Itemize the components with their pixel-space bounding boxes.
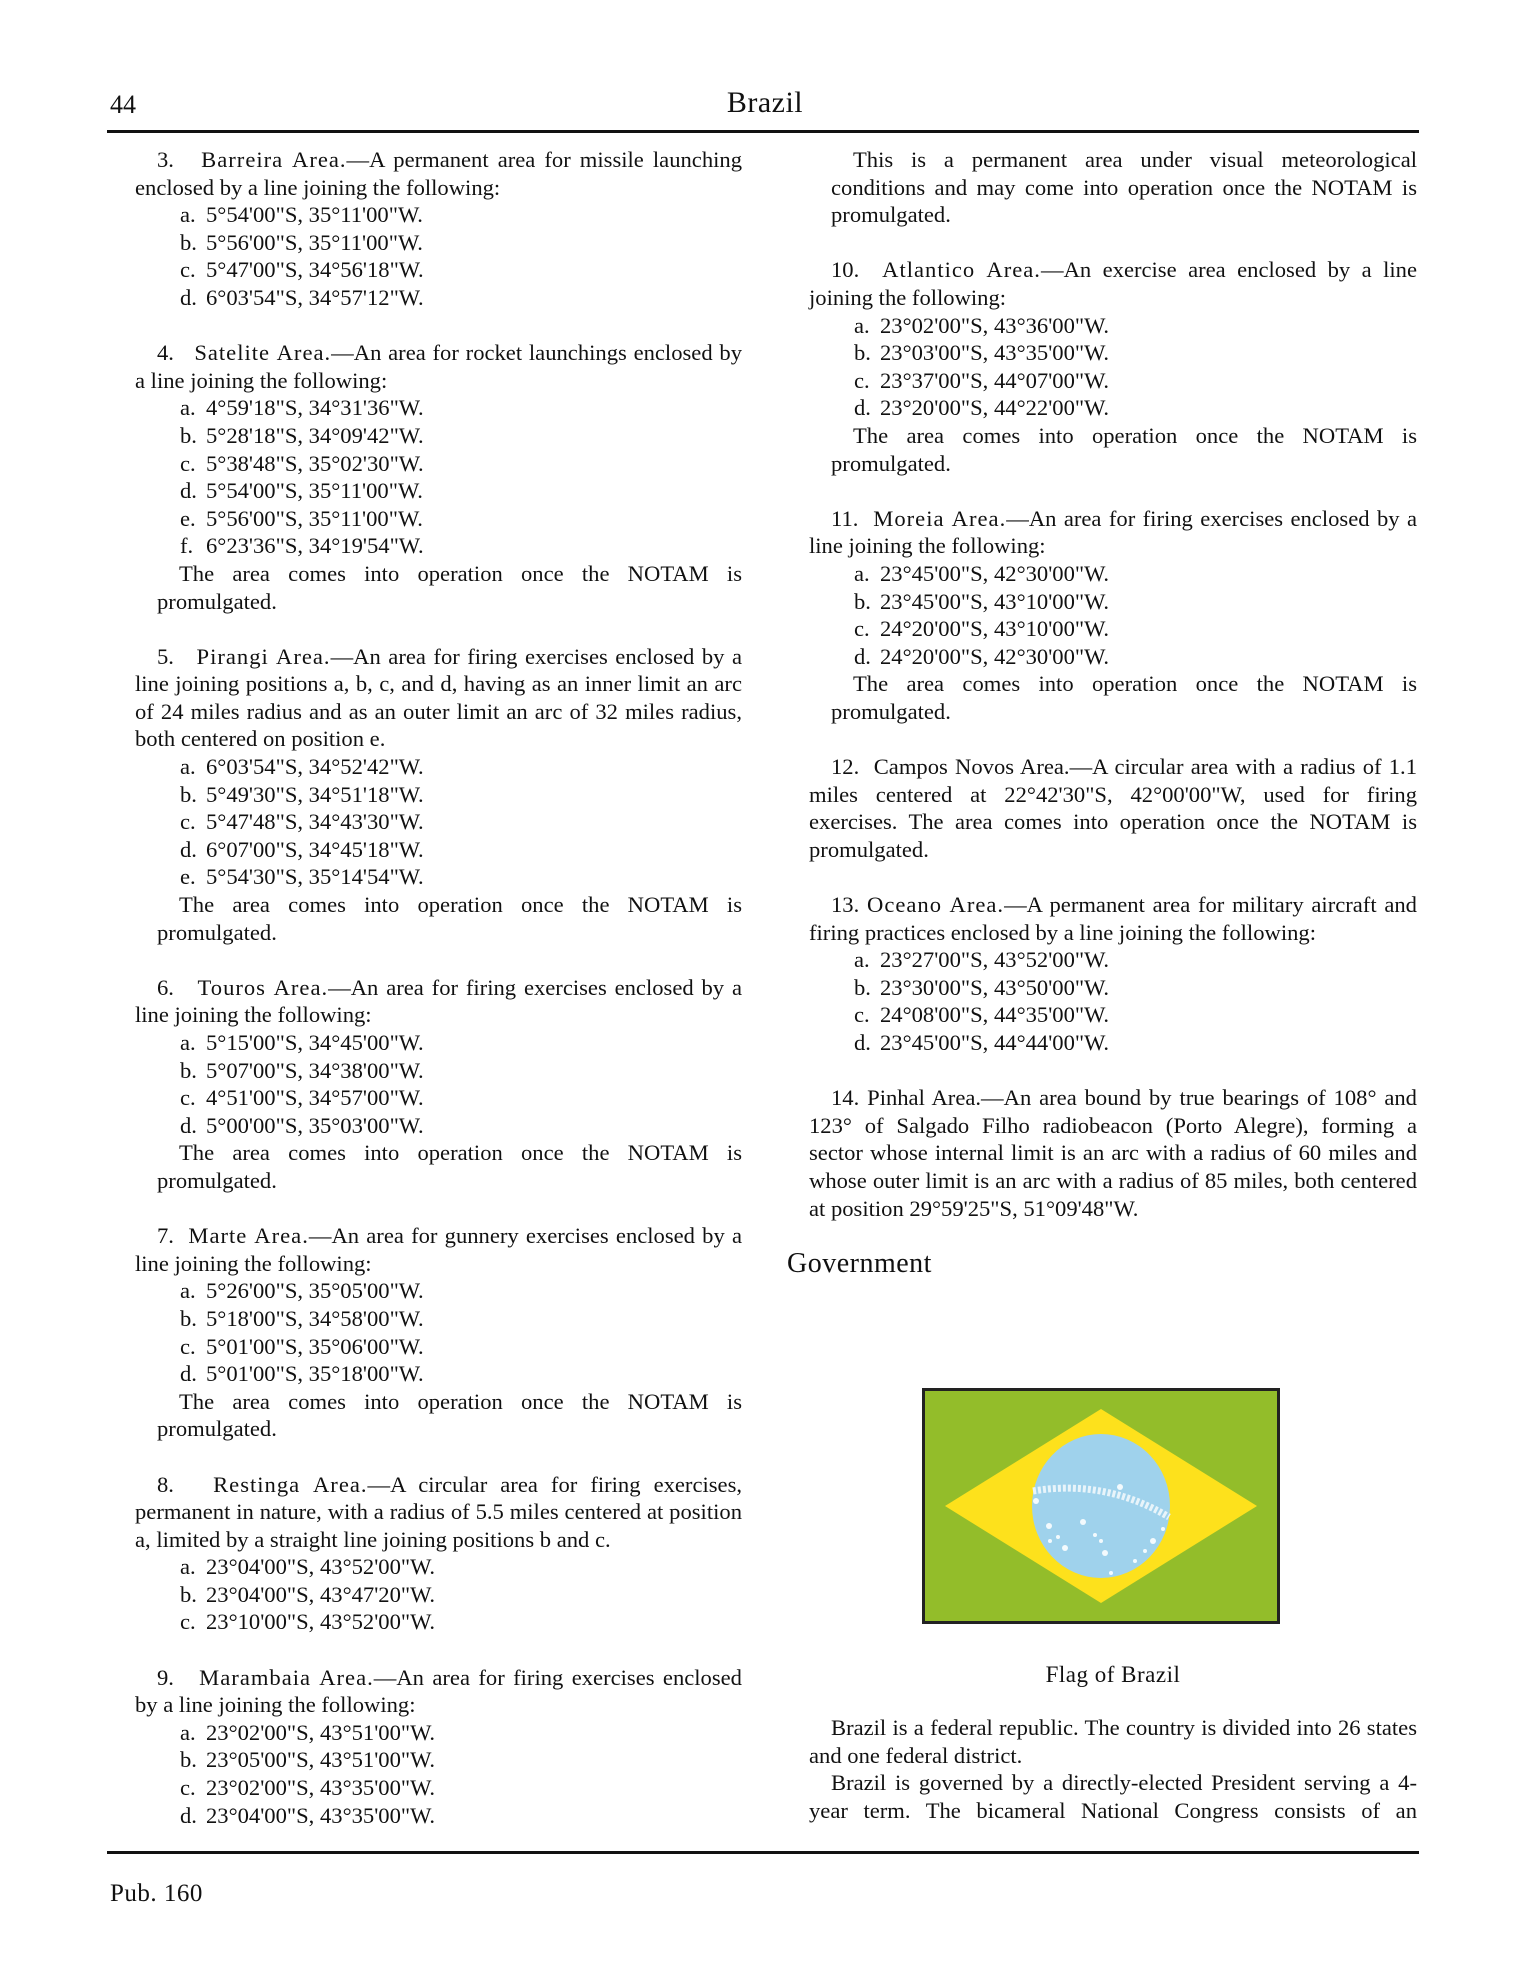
section-text: 4. Satelite Area.—An area for rocket launchings enclosed by a line joining the following: [135,340,742,393]
coordinate-item: a. 23°27'00"S, 43°52'00"W. [854,947,1109,973]
coordinate-list [135,753,742,891]
coordinate-item: d. 6°03'54"S, 34°57'12"W. [180,284,424,310]
coordinate-item: b. 23°04'00"S, 43°47'20"W. [180,1581,435,1607]
section-touros [135,974,742,1195]
coordinate-item: a. 5°54'00"S, 35°11'00"W. [180,202,423,228]
section-text: 5. Pirangi Area.—An area for firing exercises enclosed by a line joining positions a, b, c, and d, having as an inner limit an arc of 24 miles radius and as an outer limit an arc of 32 miles radius, both centered on position e. [135,643,742,752]
coordinate-item: c. 5°01'00"S, 35°06'00"W. [180,1333,424,1359]
coordinate-item: a. 4°59'18"S, 34°31'36"W. [180,395,424,421]
coordinate-item: a. 23°45'00"S, 42°30'00"W. [854,560,1109,586]
coordinate-item: c. 5°47'48"S, 34°43'30"W. [180,809,424,835]
section-campos-novos [809,753,1417,863]
coordinate-item: c. 23°37'00"S, 44°07'00"W. [854,367,1109,393]
coordinate-list [135,1719,742,1829]
government-paragraph: Brazil is a federal republic. The country is divided into 26 states and one federal district. [809,1715,1417,1768]
continuation-text: This is a permanent area under visual meteorological conditions and may come into operation once the NOTAM is promulgated. [831,147,1417,228]
government-text [809,1714,1417,1824]
area-name: Restinga Area. [213,1471,368,1497]
right-column [787,146,1417,1279]
notam-note: The area comes into operation once the NOTAM is promulgated. [157,1388,742,1442]
flag-caption: Flag of Brazil [1045,1662,1181,1687]
section-text: 6. Touros Area.—An area for firing exercises enclosed by a line joining the following: [135,974,742,1028]
government-heading: Government [787,1247,932,1279]
coordinate-item: b. 5°56'00"S, 35°11'00"W. [180,229,423,255]
area-name: Oceano Area. [867,892,1005,918]
coordinate-list [809,946,1417,1056]
coordinate-item: c. 23°10'00"S, 43°52'00"W. [180,1609,435,1635]
coordinate-item: e. 5°56'00"S, 35°11'00"W. [180,505,423,531]
area-name: Campos Novos Area. [873,754,1070,780]
coordinate-item: f. 6°23'36"S, 34°19'54"W. [180,533,424,559]
coordinate-list [135,1553,742,1636]
area-name: Atlantico Area. [882,257,1041,283]
coordinate-list [135,201,742,311]
running-title: Brazil [726,86,804,119]
section-oceano [809,891,1417,1057]
coordinate-item: a. 6°03'54"S, 34°52'42"W. [180,754,424,780]
notam-note: The area comes into operation once the NOTAM is promulgated. [157,892,742,945]
section-text: 11. Moreia Area.—An area for firing exercises enclosed by a line joining the following: [809,505,1417,559]
coordinate-item: d. 6°07'00"S, 34°45'18"W. [180,836,424,862]
government-paragraph: Brazil is governed by a directly-elected President serving a 4-year term. The bicameral National Congress consists of an [809,1770,1417,1823]
section-marte [135,1222,742,1443]
footer-rule [107,1851,1419,1854]
coordinate-item: a. 23°02'00"S, 43°36'00"W. [854,312,1109,338]
coordinate-item: a. 5°15'00"S, 34°45'00"W. [180,1030,424,1055]
coordinate-item: d. 5°01'00"S, 35°18'00"W. [180,1361,424,1387]
coordinate-item: b. 23°45'00"S, 43°10'00"W. [854,588,1109,614]
area-name: Marambaia Area. [199,1664,374,1690]
coordinate-item: c. 24°08'00"S, 44°35'00"W. [854,1002,1109,1028]
brazil-flag-icon [925,1391,1277,1621]
coordinate-item: d. 23°45'00"S, 44°44'00"W. [854,1030,1109,1055]
coordinate-item: c. 5°38'48"S, 35°02'30"W. [180,450,424,476]
section-restinga [135,1471,742,1637]
coordinate-item: e. 5°54'30"S, 35°14'54"W. [180,864,424,890]
section-text: 14. Pinhal Area.—An area bound by true bearings of 108° and 123° of Salgado Filho radiobeacon (Porto Alegre), forming a sector whose internal limit is an arc with a radius of 60 miles and whose outer limit is an arc with a radius of 85 miles, both centered at position 29°59'25"S, 51°09'48"W. [809,1085,1417,1221]
section-pirangi [135,643,742,947]
section-moreia [809,505,1417,726]
section-text: 12. Campos Novos Area.—A circular area with a radius of 1.1 miles centered at 22°42'30"S, 42°00'00"W, used for firing exercises. The area comes into operation once the NOTAM is promulgated. [809,754,1417,862]
coordinate-list [135,1029,742,1139]
area-name: Marte Area. [188,1223,309,1249]
area-name: Satelite Area. [194,340,332,366]
coordinate-item: d. 24°20'00"S, 42°30'00"W. [854,643,1109,669]
header-rule [107,130,1419,133]
coordinate-item: b. 23°30'00"S, 43°50'00"W. [854,974,1109,1000]
coordinate-item: b. 5°49'30"S, 34°51'18"W. [180,781,424,807]
coordinate-list [809,312,1417,422]
section-text: 3. Barreira Area.—A permanent area for missile launching enclosed by a line joining the following: [135,147,742,200]
coordinate-item: b. 23°03'00"S, 43°35'00"W. [854,340,1109,366]
section-pinhal [809,1084,1417,1222]
coordinate-list [809,560,1417,670]
section-text: 9. Marambaia Area.—An area for firing exercises enclosed by a line joining the following: [135,1664,742,1718]
area-name: Pinhal Area. [867,1085,982,1111]
coordinate-item: c. 23°02'00"S, 43°35'00"W. [180,1775,435,1801]
coordinate-item: c. 24°20'00"S, 43°10'00"W. [854,616,1109,642]
notam-note: The area comes into operation once the NOTAM is promulgated. [831,671,1417,724]
section-text: 8. Restinga Area.—A circular area for firing exercises, permanent in nature, with a radius of 5.5 miles centered at position a, limited by a straight line joining positions b and c. [135,1471,743,1552]
section-text: 7. Marte Area.—An area for gunnery exercises enclosed by a line joining the following: [135,1223,743,1276]
page-number: 44 [110,90,136,119]
notam-note: The area comes into operation once the NOTAM is promulgated. [157,560,742,614]
coordinate-item: b. 5°28'18"S, 34°09'42"W. [180,422,424,448]
coordinate-list [135,394,742,560]
coordinate-item: b. 5°18'00"S, 34°58'00"W. [180,1305,424,1331]
section-text: 10. Atlantico Area.—An exercise area enclosed by a line joining the following: [809,257,1417,310]
section-barreira [135,146,742,312]
notam-note: The area comes into operation once the NOTAM is promulgated. [831,422,1417,476]
coordinate-item: d. 23°20'00"S, 44°22'00"W. [854,395,1109,421]
coordinate-item: c. 5°47'00"S, 34°56'18"W. [180,257,424,283]
brazil-flag-image [922,1388,1280,1624]
publication-label: Pub. 160 [110,1880,203,1907]
notam-note: The area comes into operation once the NOTAM is promulgated. [157,1140,742,1193]
area-name: Moreia Area. [873,505,1007,531]
coordinate-item: d. 5°54'00"S, 35°11'00"W. [180,478,423,504]
coordinate-list [135,1277,742,1387]
section-text: 13. Oceano Area.—A permanent area for military aircraft and firing practices enclosed by a line joining the following: [809,892,1417,945]
section-satelite [135,339,742,615]
coordinate-item: c. 4°51'00"S, 34°57'00"W. [180,1085,424,1111]
coordinate-item: d. 5°00'00"S, 35°03'00"W. [180,1112,424,1138]
coordinate-item: b. 5°07'00"S, 34°38'00"W. [180,1057,424,1083]
area-name: Barreira Area. [201,147,347,172]
section-marambaia [135,1664,742,1830]
coordinate-item: b. 23°05'00"S, 43°51'00"W. [180,1747,435,1773]
section-atlantico [809,256,1417,477]
left-column [135,146,742,1857]
coordinate-item: d. 23°04'00"S, 43°35'00"W. [180,1802,435,1828]
area-name: Touros Area. [197,974,329,1000]
coordinate-item: a. 23°04'00"S, 43°52'00"W. [180,1554,435,1580]
coordinate-item: a. 5°26'00"S, 35°05'00"W. [180,1278,424,1304]
area-name: Pirangi Area. [196,643,331,669]
coordinate-item: a. 23°02'00"S, 43°51'00"W. [180,1719,435,1745]
